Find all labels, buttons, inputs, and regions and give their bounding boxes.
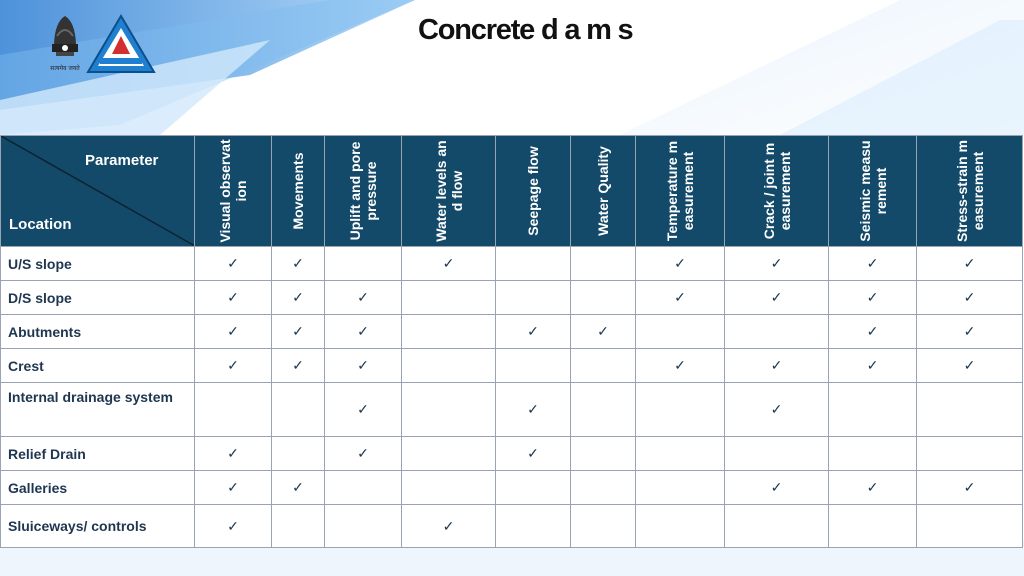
empty-cell: [725, 437, 829, 471]
location-cell: D/S slope: [1, 281, 195, 315]
empty-cell: [325, 471, 402, 505]
check-mark-cell: ✓: [725, 349, 829, 383]
emblem-caption: सत्यमेव जयते: [50, 65, 80, 72]
empty-cell: [402, 349, 496, 383]
column-header: Water Quality: [571, 136, 636, 247]
empty-cell: [829, 383, 917, 437]
location-cell: Crest: [1, 349, 195, 383]
empty-cell: [571, 349, 636, 383]
column-header: Crack / joint measurement: [725, 136, 829, 247]
table-row: [1, 471, 1023, 505]
check-mark-cell: ✓: [195, 349, 272, 383]
empty-cell: [571, 383, 636, 437]
empty-cell: [636, 505, 725, 548]
column-header: Visual observation: [195, 136, 272, 247]
table-body: [1, 247, 1023, 548]
check-mark-cell: ✓: [636, 247, 725, 281]
cwc-logo: [86, 14, 156, 78]
location-cell: Galleries: [1, 471, 195, 505]
check-mark-cell: ✓: [829, 247, 917, 281]
table-row: [1, 505, 1023, 548]
check-mark-cell: ✓: [325, 437, 402, 471]
empty-cell: [917, 383, 1023, 437]
location-cell: Sluiceways/ controls: [1, 505, 195, 548]
empty-cell: [195, 383, 272, 437]
location-cell: U/S slope: [1, 247, 195, 281]
empty-cell: [636, 471, 725, 505]
check-mark-cell: ✓: [496, 437, 571, 471]
column-header: Water levels and flow: [402, 136, 496, 247]
check-mark-cell: ✓: [325, 281, 402, 315]
table-row: [1, 281, 1023, 315]
empty-cell: [325, 247, 402, 281]
check-mark-cell: ✓: [917, 315, 1023, 349]
table-row: [1, 247, 1023, 281]
empty-cell: [917, 505, 1023, 548]
empty-cell: [402, 471, 496, 505]
logo-group: [44, 10, 156, 82]
empty-cell: [725, 505, 829, 548]
location-cell: Relief Drain: [1, 437, 195, 471]
empty-cell: [917, 437, 1023, 471]
location-cell: Internal drainage system: [1, 383, 195, 437]
check-mark-cell: ✓: [195, 281, 272, 315]
empty-cell: [402, 383, 496, 437]
empty-cell: [571, 281, 636, 315]
check-mark-cell: ✓: [195, 247, 272, 281]
check-mark-cell: ✓: [917, 247, 1023, 281]
check-mark-cell: ✓: [829, 471, 917, 505]
check-mark-cell: ✓: [636, 281, 725, 315]
check-mark-cell: ✓: [325, 383, 402, 437]
empty-cell: [496, 247, 571, 281]
check-mark-cell: ✓: [496, 315, 571, 349]
check-mark-cell: ✓: [829, 349, 917, 383]
column-header: Movements: [272, 136, 325, 247]
corner-header-cell: [1, 136, 195, 247]
table-row: [1, 349, 1023, 383]
check-mark-cell: ✓: [402, 247, 496, 281]
check-mark-cell: ✓: [496, 383, 571, 437]
empty-cell: [272, 383, 325, 437]
empty-cell: [829, 437, 917, 471]
empty-cell: [402, 315, 496, 349]
empty-cell: [402, 281, 496, 315]
empty-cell: [636, 383, 725, 437]
check-mark-cell: ✓: [195, 315, 272, 349]
check-mark-cell: ✓: [272, 471, 325, 505]
check-mark-cell: ✓: [272, 349, 325, 383]
column-header: Seismic measurement: [829, 136, 917, 247]
check-mark-cell: ✓: [636, 349, 725, 383]
check-mark-cell: ✓: [272, 315, 325, 349]
location-label: Location: [9, 216, 72, 233]
column-header: Uplift and pore pressure: [325, 136, 402, 247]
check-mark-cell: ✓: [829, 315, 917, 349]
check-mark-cell: ✓: [917, 471, 1023, 505]
table-row: [1, 383, 1023, 437]
page-title: Concrete d a m s: [418, 14, 633, 46]
empty-cell: [571, 505, 636, 548]
check-mark-cell: ✓: [725, 471, 829, 505]
empty-cell: [725, 315, 829, 349]
check-mark-cell: ✓: [402, 505, 496, 548]
table-row: [1, 315, 1023, 349]
empty-cell: [496, 505, 571, 548]
column-header: Seepage flow: [496, 136, 571, 247]
check-mark-cell: ✓: [829, 281, 917, 315]
location-cell: Abutments: [1, 315, 195, 349]
check-mark-cell: ✓: [195, 505, 272, 548]
empty-cell: [571, 437, 636, 471]
check-mark-cell: ✓: [195, 437, 272, 471]
empty-cell: [636, 315, 725, 349]
empty-cell: [325, 505, 402, 548]
check-mark-cell: ✓: [917, 349, 1023, 383]
empty-cell: [571, 247, 636, 281]
empty-cell: [496, 349, 571, 383]
parameter-label: Parameter: [85, 152, 159, 169]
national-emblem-logo: [44, 10, 86, 80]
empty-cell: [496, 471, 571, 505]
check-mark-cell: ✓: [195, 471, 272, 505]
check-mark-cell: ✓: [725, 383, 829, 437]
check-mark-cell: ✓: [571, 315, 636, 349]
column-header: Temperature measurement: [636, 136, 725, 247]
empty-cell: [402, 437, 496, 471]
check-mark-cell: ✓: [272, 247, 325, 281]
empty-cell: [272, 505, 325, 548]
empty-cell: [829, 505, 917, 548]
check-mark-cell: ✓: [325, 349, 402, 383]
column-header: Stress-strain measurement: [917, 136, 1023, 247]
empty-cell: [496, 281, 571, 315]
check-mark-cell: ✓: [725, 247, 829, 281]
empty-cell: [636, 437, 725, 471]
header-row: [1, 136, 1023, 247]
check-mark-cell: ✓: [725, 281, 829, 315]
check-mark-cell: ✓: [272, 281, 325, 315]
check-mark-cell: ✓: [325, 315, 402, 349]
monitoring-matrix-table: [0, 135, 1023, 548]
table-row: [1, 437, 1023, 471]
empty-cell: [272, 437, 325, 471]
empty-cell: [571, 471, 636, 505]
check-mark-cell: ✓: [917, 281, 1023, 315]
